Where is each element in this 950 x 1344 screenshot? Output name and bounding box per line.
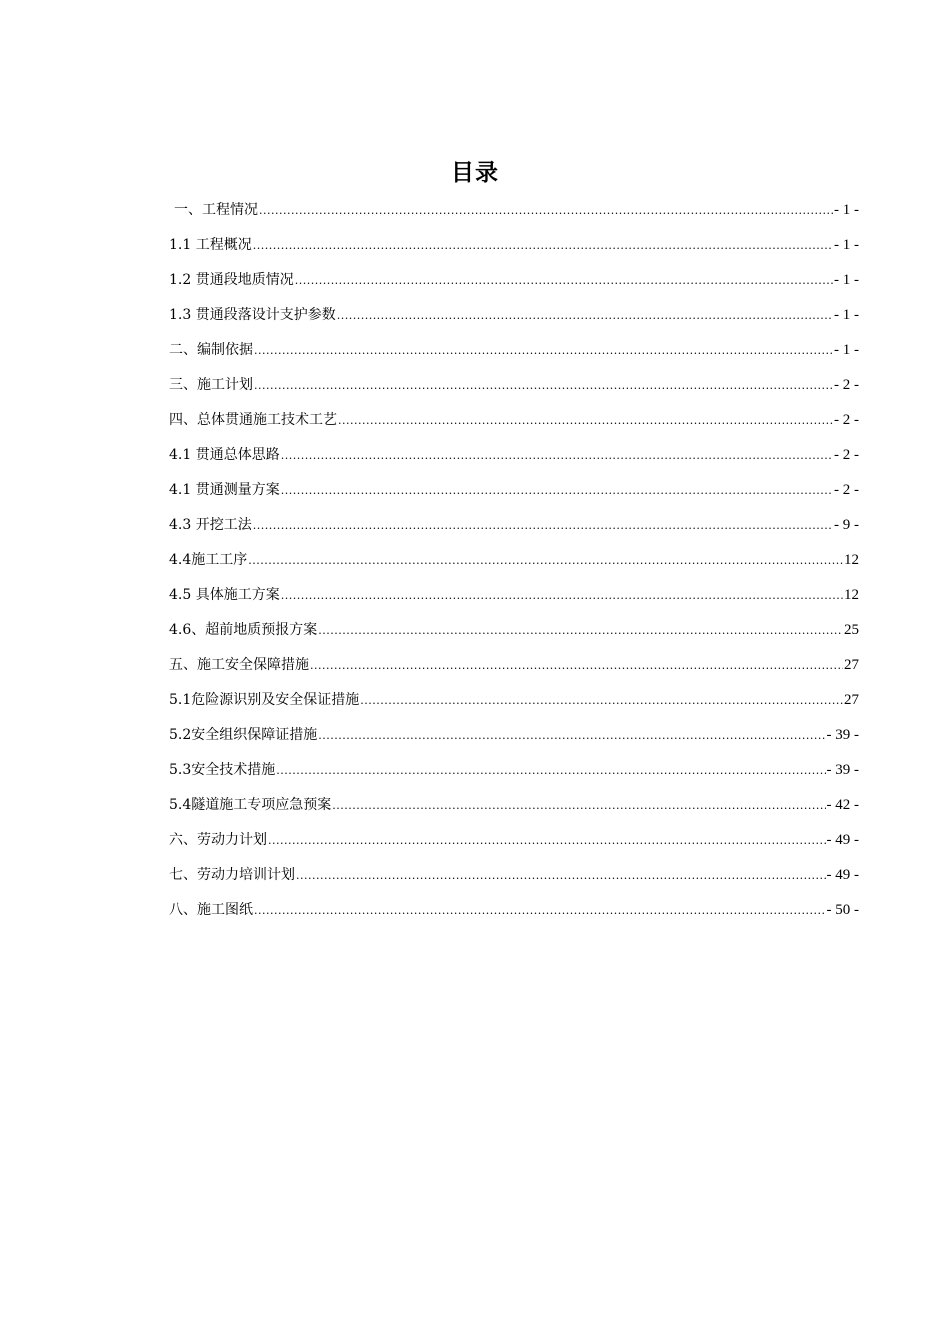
- toc-entry-label: 5.1危险源识别及安全保证措施: [169, 692, 360, 708]
- toc-entry-page: - 2 -: [834, 412, 859, 428]
- toc-entry[interactable]: [169, 473, 859, 508]
- toc-leader-dots: [276, 753, 825, 788]
- toc-entry-label: 四、总体贯通施工技术工艺: [169, 412, 337, 428]
- toc-entry-page: - 2 -: [834, 447, 859, 463]
- toc-leader-dots: [254, 893, 826, 928]
- toc-entry[interactable]: [169, 718, 859, 753]
- toc-leader-dots: [338, 403, 833, 438]
- toc-title: 目录: [451, 160, 499, 186]
- toc-entry-page: - 1 -: [834, 237, 859, 253]
- toc-leader-dots: [281, 473, 833, 508]
- toc-entry-label: 5.4隧道施工专项应急预案: [169, 797, 332, 813]
- toc-leader-dots: [281, 438, 833, 473]
- toc-entry-page: - 1 -: [834, 272, 859, 288]
- toc-entry-page: 25: [844, 622, 859, 638]
- toc-entry[interactable]: [169, 578, 859, 613]
- toc-entry[interactable]: [169, 438, 859, 473]
- toc-entry-page: - 2 -: [834, 482, 859, 498]
- toc-leader-dots: [337, 298, 833, 333]
- toc-leader-dots: [254, 368, 833, 403]
- toc-leader-dots: [254, 333, 833, 368]
- toc-entry-label: 4.4施工工序: [169, 552, 248, 568]
- toc-entry[interactable]: [169, 893, 859, 928]
- toc-entry[interactable]: [169, 263, 859, 298]
- toc-list: [169, 193, 859, 928]
- toc-entry-label: 八、施工图纸: [169, 902, 253, 918]
- toc-entry-page: - 2 -: [834, 377, 859, 393]
- toc-entry[interactable]: [169, 788, 859, 823]
- toc-leader-dots: [253, 228, 833, 263]
- toc-leader-dots: [268, 823, 826, 858]
- toc-entry-label: 1.2 贯通段地质情况: [169, 272, 294, 288]
- toc-leader-dots: [281, 578, 843, 613]
- toc-leader-dots: [248, 543, 843, 578]
- toc-entry-label: 一、工程情况: [174, 202, 258, 218]
- toc-entry-label: 5.3安全技术措施: [169, 762, 276, 778]
- toc-entry[interactable]: [169, 298, 859, 333]
- toc-entry-page: 27: [844, 692, 859, 708]
- toc-entry[interactable]: [169, 368, 859, 403]
- toc-leader-dots: [360, 683, 843, 718]
- toc-entry-page: - 1 -: [834, 202, 859, 218]
- toc-entry-label: 1.3 贯通段落设计支护参数: [169, 307, 336, 323]
- toc-entry-label: 4.5 具体施工方案: [169, 587, 280, 603]
- toc-entry[interactable]: [169, 333, 859, 368]
- toc-leader-dots: [318, 718, 825, 753]
- toc-entry[interactable]: [169, 403, 859, 438]
- toc-entry-page: 27: [844, 657, 859, 673]
- toc-leader-dots: [318, 613, 843, 648]
- toc-entry-page: - 50 -: [826, 902, 859, 918]
- toc-entry-label: 4.3 开挖工法: [169, 517, 252, 533]
- toc-entry-label: 三、施工计划: [169, 377, 253, 393]
- toc-entry[interactable]: [169, 858, 859, 893]
- toc-entry-label: 七、劳动力培训计划: [169, 867, 295, 883]
- toc-entry-page: - 42 -: [826, 797, 859, 813]
- toc-entry-label: 5.2安全组织保障证措施: [169, 727, 318, 743]
- toc-entry[interactable]: [169, 508, 859, 543]
- toc-entry-page: - 39 -: [826, 762, 859, 778]
- toc-entry[interactable]: [169, 543, 859, 578]
- toc-leader-dots: [253, 508, 833, 543]
- toc-entry-label: 4.1 贯通总体思路: [169, 447, 280, 463]
- toc-entry[interactable]: [169, 753, 859, 788]
- toc-entry[interactable]: [169, 613, 859, 648]
- toc-leader-dots: [310, 648, 843, 683]
- toc-entry-label: 六、劳动力计划: [169, 832, 267, 848]
- toc-entry-page: - 49 -: [826, 832, 859, 848]
- toc-leader-dots: [295, 263, 833, 298]
- toc-entry-page: 12: [844, 587, 859, 603]
- toc-entry[interactable]: [169, 648, 859, 683]
- toc-entry-page: - 49 -: [826, 867, 859, 883]
- toc-leader-dots: [332, 788, 825, 823]
- toc-leader-dots: [259, 193, 833, 228]
- toc-entry-label: 1.1 工程概况: [169, 237, 252, 253]
- toc-entry-page: 12: [844, 552, 859, 568]
- toc-entry-page: - 1 -: [834, 342, 859, 358]
- toc-entry-label: 4.6、超前地质预报方案: [169, 622, 318, 638]
- toc-entry-label: 二、编制依据: [169, 342, 253, 358]
- toc-entry[interactable]: [169, 823, 859, 858]
- toc-entry-page: - 9 -: [834, 517, 859, 533]
- toc-entry-label: 4.1 贯通测量方案: [169, 482, 280, 498]
- toc-leader-dots: [296, 858, 826, 893]
- toc-entry-page: - 1 -: [834, 307, 859, 323]
- toc-entry-page: - 39 -: [826, 727, 859, 743]
- toc-entry[interactable]: [169, 228, 859, 263]
- toc-entry[interactable]: [169, 193, 859, 228]
- toc-entry[interactable]: [169, 683, 859, 718]
- toc-entry-label: 五、施工安全保障措施: [169, 657, 309, 673]
